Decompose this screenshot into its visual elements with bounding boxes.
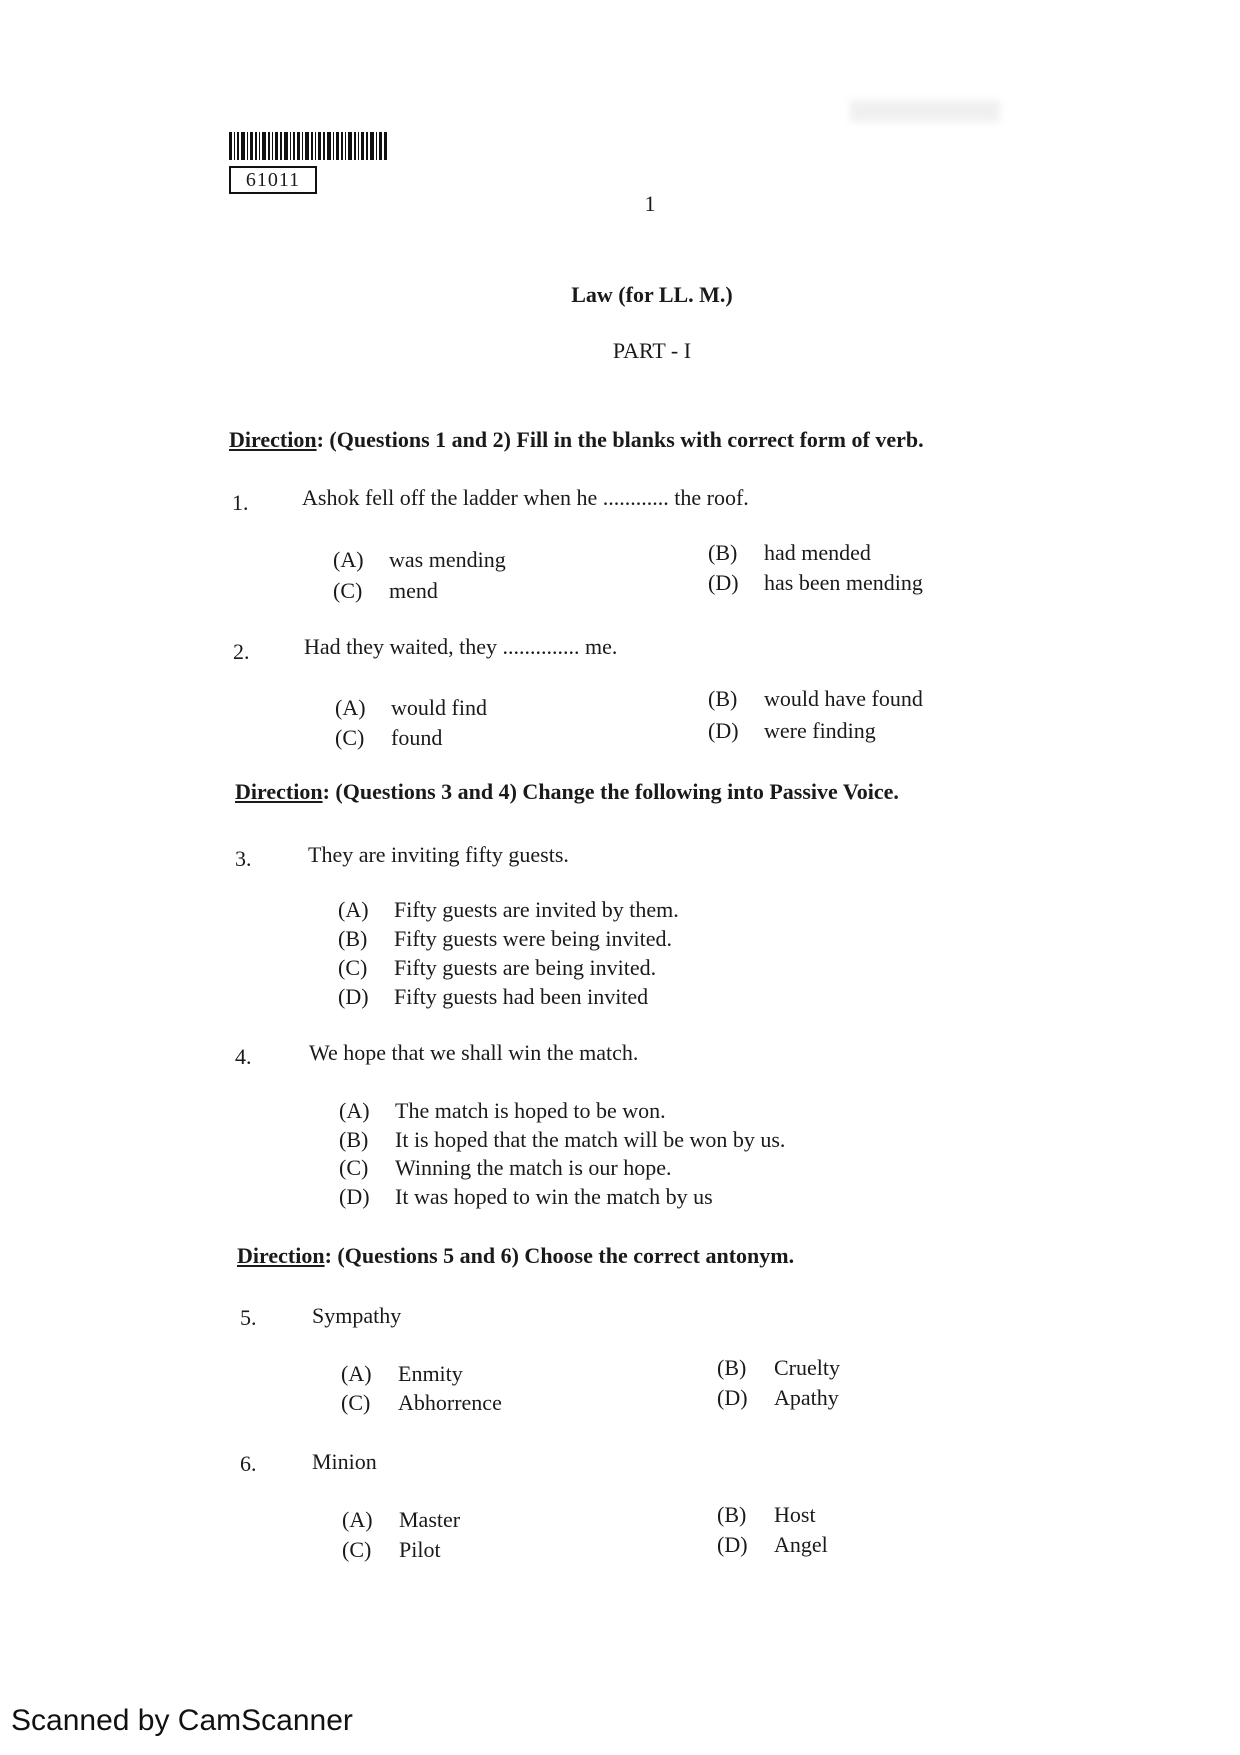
- option-letter: (A): [335, 695, 366, 720]
- barcode: [229, 132, 387, 160]
- option-letter: (D): [717, 1385, 748, 1410]
- option-letter: (D): [338, 984, 369, 1009]
- option-text: Apathy: [774, 1385, 839, 1410]
- page-number: 1: [644, 191, 656, 216]
- option-c: [333, 577, 438, 605]
- option-letter: (C): [341, 1390, 371, 1415]
- option-letter: (C): [335, 725, 365, 750]
- option-a: [338, 896, 679, 924]
- option-letter: (D): [708, 570, 739, 595]
- paper-code-box: [229, 166, 317, 194]
- option-text: Fifty guests are invited by them.: [394, 897, 679, 922]
- option-c: [338, 954, 656, 982]
- option-a: [333, 546, 506, 574]
- option-text: Angel: [774, 1532, 828, 1557]
- direction-text: : (Questions 3 and 4) Change the following into Passive Voice.: [322, 779, 899, 804]
- option-b: [338, 925, 672, 953]
- option-text: mend: [389, 578, 438, 603]
- option-text: Winning the match is our hope.: [395, 1155, 672, 1180]
- option-letter: (B): [708, 540, 738, 565]
- option-letter: (D): [708, 718, 739, 743]
- direction-text: : (Questions 1 and 2) Fill in the blanks with correct form of verb.: [316, 427, 924, 452]
- option-b: [339, 1126, 785, 1154]
- option-letter: (A): [339, 1098, 370, 1123]
- direction-label: Direction: [229, 427, 317, 452]
- option-text: has been mending: [764, 570, 923, 595]
- option-letter: (A): [341, 1361, 372, 1386]
- option-letter: (D): [339, 1184, 370, 1209]
- option-a: [341, 1360, 463, 1388]
- option-text: The match is hoped to be won.: [395, 1098, 666, 1123]
- option-text: Enmity: [398, 1361, 463, 1386]
- option-text: Cruelty: [774, 1355, 840, 1380]
- question-text: Sympathy: [312, 1303, 402, 1328]
- option-b: [717, 1501, 816, 1529]
- option-text: was mending: [389, 547, 506, 572]
- paper-code: 61011: [245, 169, 301, 191]
- option-text: Fifty guests had been invited: [394, 984, 649, 1009]
- option-d: [339, 1183, 713, 1211]
- direction-text: : (Questions 5 and 6) Choose the correct antonym.: [324, 1243, 795, 1268]
- option-text: would find: [391, 695, 487, 720]
- option-text: Fifty guests were being invited.: [394, 926, 673, 951]
- option-text: Fifty guests are being invited.: [394, 955, 657, 980]
- option-a: [342, 1506, 460, 1534]
- option-letter: (B): [338, 926, 368, 951]
- scanner-watermark: Scanned by CamScanner: [11, 1704, 353, 1737]
- question-number: 5.: [240, 1305, 257, 1330]
- question-number: 6.: [240, 1451, 257, 1476]
- option-text: Host: [774, 1502, 816, 1527]
- option-c: [342, 1536, 441, 1564]
- option-letter: (B): [717, 1502, 747, 1527]
- question-number: 1.: [232, 490, 249, 515]
- option-text: Master: [399, 1507, 461, 1532]
- option-d: [717, 1531, 828, 1559]
- option-letter: (B): [708, 686, 738, 711]
- question-number: 4.: [235, 1044, 252, 1069]
- option-letter: (A): [342, 1507, 373, 1532]
- option-letter: (C): [342, 1537, 372, 1562]
- option-letter: (C): [338, 955, 368, 980]
- option-b: [717, 1354, 840, 1382]
- option-text: It was hoped to win the match by us: [395, 1184, 713, 1209]
- option-c: [335, 724, 442, 752]
- option-letter: (C): [333, 578, 363, 603]
- option-letter: (A): [338, 897, 369, 922]
- option-d: [708, 569, 923, 597]
- option-letter: (B): [339, 1127, 369, 1152]
- option-c: [341, 1389, 502, 1417]
- option-a: [339, 1097, 666, 1125]
- direction-2: [235, 778, 899, 806]
- option-d: [717, 1384, 839, 1412]
- question-number: 3.: [235, 846, 252, 871]
- document-title: Law (for LL. M.): [571, 282, 733, 307]
- option-text: Abhorrence: [398, 1390, 502, 1415]
- option-text: were finding: [764, 718, 876, 743]
- option-text: Pilot: [399, 1537, 441, 1562]
- option-b: [708, 539, 871, 567]
- option-b: [708, 685, 923, 713]
- option-text: would have found: [764, 686, 923, 711]
- part-heading: PART - I: [612, 338, 692, 363]
- option-letter: (D): [717, 1532, 748, 1557]
- option-d: [338, 983, 648, 1011]
- direction-label: Direction: [237, 1243, 325, 1268]
- option-text: had mended: [764, 540, 871, 565]
- option-letter: (A): [333, 547, 364, 572]
- scan-smudge: [850, 100, 1000, 122]
- question-text: Ashok fell off the ladder when he ............ the roof.: [302, 485, 749, 510]
- option-letter: (B): [717, 1355, 747, 1380]
- option-d: [708, 717, 876, 745]
- question-number: 2.: [233, 639, 250, 664]
- direction-3: [237, 1242, 794, 1270]
- option-text: It is hoped that the match will be won by us.: [395, 1127, 786, 1152]
- direction-label: Direction: [235, 779, 323, 804]
- question-text: We hope that we shall win the match.: [309, 1040, 639, 1065]
- option-text: found: [391, 725, 443, 750]
- option-c: [339, 1154, 672, 1182]
- option-letter: (C): [339, 1155, 369, 1180]
- question-text: Minion: [312, 1449, 377, 1474]
- direction-1: [229, 426, 924, 454]
- question-text: They are inviting fifty guests.: [308, 842, 569, 867]
- option-a: [335, 694, 487, 722]
- question-text: Had they waited, they .............. me.: [304, 634, 618, 659]
